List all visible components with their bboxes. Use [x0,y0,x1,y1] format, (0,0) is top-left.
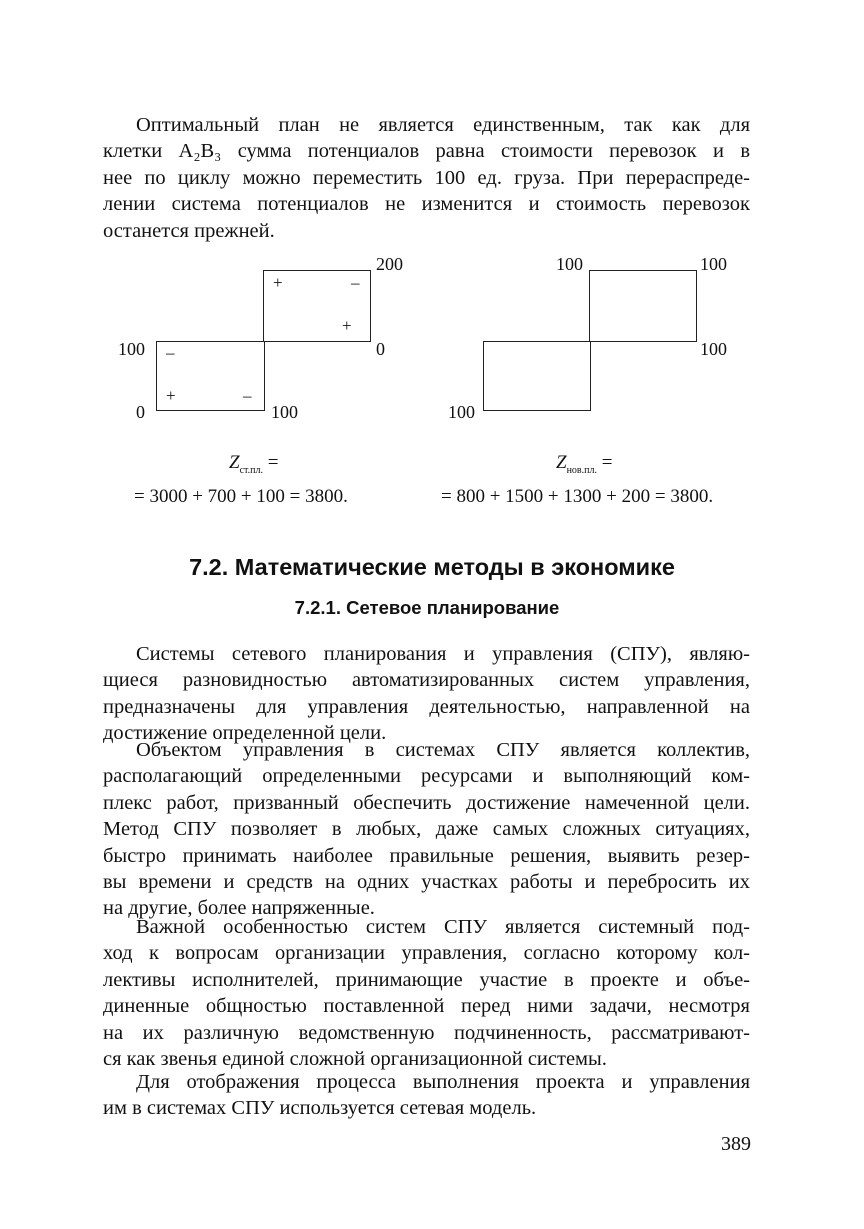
text-line: им в системах СПУ используется сетевая модель. [103,1097,537,1120]
text-line: Оптимальный план не является единственным, так как для [136,114,750,136]
text-line: достижение определенной цели. [103,722,387,745]
value-label: 0 [136,402,145,422]
formula-old-plan: = 3000 + 700 + 100 = 3800. [134,486,348,507]
value-label: 0 [376,339,385,359]
text-line: диненные общностью поставленной перед ними задачи, несмотря [103,995,750,1018]
section-title: 7.2. Математические методы в экономике [189,554,675,580]
z-label-new-plan: $Z_{нов.пл.}$ = [556,452,613,476]
body-paragraph [103,914,750,1072]
text-line: останется прежней. [103,219,275,242]
body-paragraph [103,1069,750,1122]
text-line: Важной особенностью систем СПУ является системный под- [136,916,750,938]
body-paragraph [103,737,750,922]
text-line: на другие, более напряженные. [103,897,375,920]
value-label: 100 [271,402,298,422]
text-line: клетки A₂B₃ сумма потенциалов равна стоимости перевозок и в [103,140,750,163]
value-label: 100 [448,402,475,422]
formula-new-plan: = 800 + 1500 + 1300 + 200 = 3800. [441,486,714,507]
text-line: лении система потенциалов не изменится и стоимость перевозок [103,193,750,216]
plus-sign: + [342,316,352,335]
body-paragraph [103,641,750,747]
text-line: Объектом управления в системах СПУ является коллектив, [136,739,750,761]
text-line: Для отображения процесса выполнения проекта и управления [136,1071,750,1093]
page-number: 389 [721,1133,751,1155]
value-label: 100 [700,254,727,274]
text-line: предназначены для управления деятельностью, направленной на [103,695,750,718]
plus-sign: + [273,273,283,292]
text-line: Системы сетевого планирования и управления (СПУ), являю- [136,643,750,665]
value-label: 100 [118,339,145,359]
text-line: щиеся разновидностью автоматизированных систем управления, [103,669,750,692]
intro-paragraph [103,112,750,244]
text-line: быстро принимать наиболее правильные решения, выявить резер- [103,844,750,867]
text-line: плекс работ, призванный обеспечить достижение намеченной цели. [103,791,750,814]
minus-sign: – [351,273,360,292]
text-line: располагающий определенными ресурсами и выполняющий ком- [103,765,750,788]
text-line: нее по циклу можно переместить 100 ед. груза. При перераспреде- [103,166,750,189]
z-label-old-plan: $Z_{ст.пл.}$ = [229,452,279,476]
lower-cell [483,341,591,411]
subsection-title: 7.2.1. Сетевое планирование [294,597,560,618]
value-label: 200 [376,254,403,274]
text-line: ход к вопросам организации управления, согласно которому кол- [103,942,750,965]
minus-sign: – [166,343,175,362]
value-label: 100 [556,254,583,274]
text-line: лективы исполнителей, принимающие участие в проекте и объе- [103,968,750,991]
minus-sign: – [243,386,252,405]
text-line: Метод СПУ позволяет в любых, даже самых сложных ситуациях, [103,818,750,841]
text-line: ся как звенья единой сложной организационной системы. [103,1048,607,1071]
text-line: на их различную ведомственную подчиненность, рассматривают- [103,1021,750,1044]
value-label: 100 [700,339,727,359]
text-line: вы времени и средств на одних участках работы и перебросить их [103,871,750,894]
upper-cell [589,270,697,342]
plus-sign: + [166,386,176,405]
